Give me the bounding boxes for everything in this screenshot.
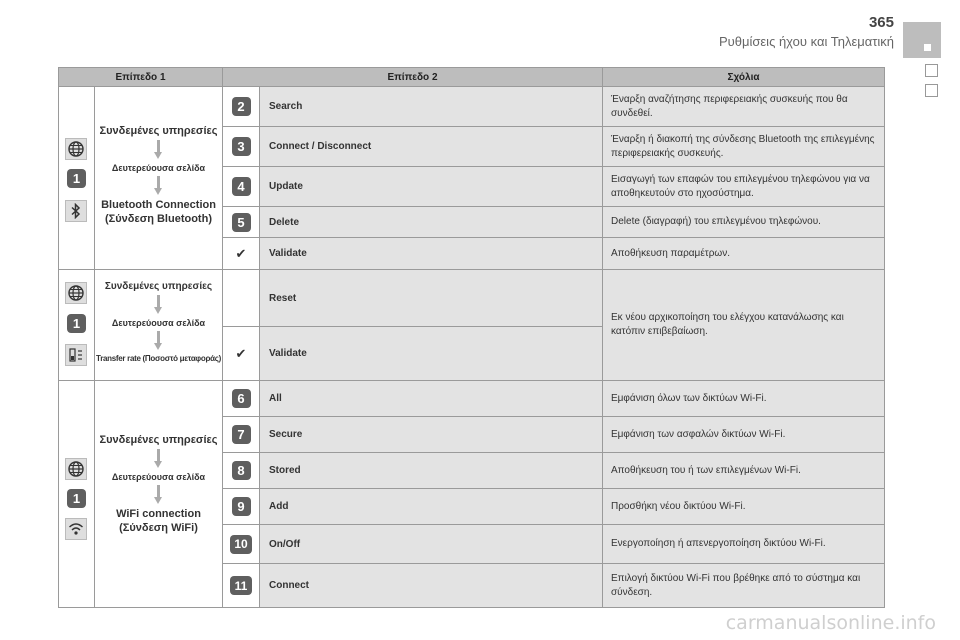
level1-badge: 1 [67, 489, 86, 508]
chapter-box [925, 64, 938, 77]
option-label: Search [259, 86, 603, 127]
flow-diagram [96, 433, 221, 535]
tab-marker [924, 44, 931, 51]
option-label: Add [259, 488, 603, 525]
badge-cell [222, 524, 260, 564]
badge-cell [222, 237, 260, 270]
option-label: Validate [259, 237, 603, 270]
badge-cell [222, 269, 260, 327]
badge-cell [222, 86, 260, 127]
option-comment: Ενεργοποίηση ή απενεργοποίηση δικτύου Wi-Fi. [602, 524, 885, 564]
flow-arrow [154, 449, 163, 469]
option-badge: 7 [232, 425, 251, 444]
bluetooth-icon [65, 200, 87, 222]
option-label: Connect [259, 563, 603, 608]
option-badge: 11 [230, 576, 252, 595]
option-badge: 3 [232, 137, 251, 156]
checkmark-icon: ✔ [235, 345, 247, 361]
option-comment: Αποθήκευση παραμέτρων. [602, 237, 885, 270]
flow-mid-label: Δευτερεύουσα σελίδα [111, 318, 206, 328]
badge-cell [222, 563, 260, 608]
badge-cell [222, 452, 260, 489]
flow-bottom-label: Bluetooth Connection (Σύνδεση Bluetooth) [101, 199, 216, 225]
option-badge: 5 [232, 213, 251, 232]
level1-badge: 1 [67, 169, 86, 188]
chapter-tab [903, 22, 941, 58]
option-label: Reset [259, 269, 603, 327]
option-label: Delete [259, 206, 603, 238]
page-number: 365 [868, 14, 894, 31]
flow-mid-label: Δευτερεύουσα σελίδα [111, 163, 206, 173]
option-badge: 10 [230, 535, 252, 554]
flow-diagram [96, 124, 221, 226]
badge-cell [222, 166, 260, 207]
flow-top-label: Συνδεμένες υπηρεσίες [104, 281, 213, 292]
checkmark-icon: ✔ [235, 245, 247, 261]
badge-cell [222, 380, 260, 417]
option-badge: 4 [232, 177, 251, 196]
flow-bottom-label: WiFi connection (Σύνδεση WiFi) [116, 508, 201, 534]
badge-cell [222, 126, 260, 167]
flow-top-label: Συνδεμένες υπηρεσίες [99, 434, 218, 446]
header-level2: Επίπεδο 2 [222, 67, 603, 87]
flow-arrow [154, 140, 163, 160]
badge-cell [222, 488, 260, 525]
option-label: Secure [259, 416, 603, 453]
flow-top-label: Συνδεμένες υπηρεσίες [99, 125, 218, 137]
globe-icon [65, 138, 87, 160]
data-transfer-icon [65, 344, 87, 366]
flow-arrow [154, 331, 163, 351]
option-label: On/Off [259, 524, 603, 564]
option-label: Update [259, 166, 603, 207]
flow-bottom-label: Transfer rate (Ποσοστό μεταφοράς) [96, 354, 221, 363]
option-label: Connect / Disconnect [259, 126, 603, 167]
option-comment: Επιλογή δικτύου Wi-Fi που βρέθηκε από το σύστημα και σύνδεση. [602, 563, 885, 608]
badge-cell [222, 206, 260, 238]
option-badge: 6 [232, 389, 251, 408]
option-label: All [259, 380, 603, 417]
option-comment: Έναρξη αναζήτησης περιφερειακής συσκευής που θα συνδεθεί. [602, 86, 885, 127]
option-badge: 8 [232, 461, 251, 480]
globe-icon [65, 282, 87, 304]
option-label: Validate [259, 326, 603, 381]
header-comments: Σχόλια [602, 67, 885, 87]
option-comment: Αποθήκευση του ή των επιλεγμένων Wi-Fi. [602, 452, 885, 489]
flow-arrow [154, 176, 163, 196]
flow-mid-label: Δευτερεύουσα σελίδα [111, 472, 206, 482]
option-comment: Εισαγωγή των επαφών του επιλεγμένου τηλεφώνου για να αποθηκευτούν στο ηχοσύστημα. [602, 166, 885, 207]
badge-cell [222, 416, 260, 453]
globe-icon [65, 458, 87, 480]
option-badge: 2 [232, 97, 251, 116]
flow-arrow [154, 485, 163, 505]
chapter-box [925, 84, 938, 97]
option-comment: Εμφάνιση των ασφαλών δικτύων Wi-Fi. [602, 416, 885, 453]
option-badge: 9 [232, 497, 251, 516]
option-comment: Εμφάνιση όλων των δικτύων Wi-Fi. [602, 380, 885, 417]
option-label: Stored [259, 452, 603, 489]
option-comment: Προσθήκη νέου δικτύου Wi-Fi. [602, 488, 885, 525]
wifi-icon [65, 518, 87, 540]
header-level1: Επίπεδο 1 [58, 67, 223, 87]
badge-cell [222, 326, 260, 381]
option-comment: Εκ νέου αρχικοποίηση του ελέγχου κατανάλωσης και κατόπιν επιβεβαίωση. [602, 269, 885, 381]
option-comment: Delete (διαγραφή) του επιλεγμένου τηλεφώνου. [602, 206, 885, 238]
watermark: carmanualsonline.info [725, 612, 936, 634]
option-comment: Έναρξη ή διακοπή της σύνδεσης Bluetooth της επιλεγμένης περιφερειακής συσκευής. [602, 126, 885, 167]
level1-badge: 1 [67, 314, 86, 333]
page-title: Ρυθμίσεις ήχου και Τηλεματική [718, 34, 894, 49]
flow-arrow [154, 295, 163, 315]
flow-diagram [96, 280, 221, 365]
